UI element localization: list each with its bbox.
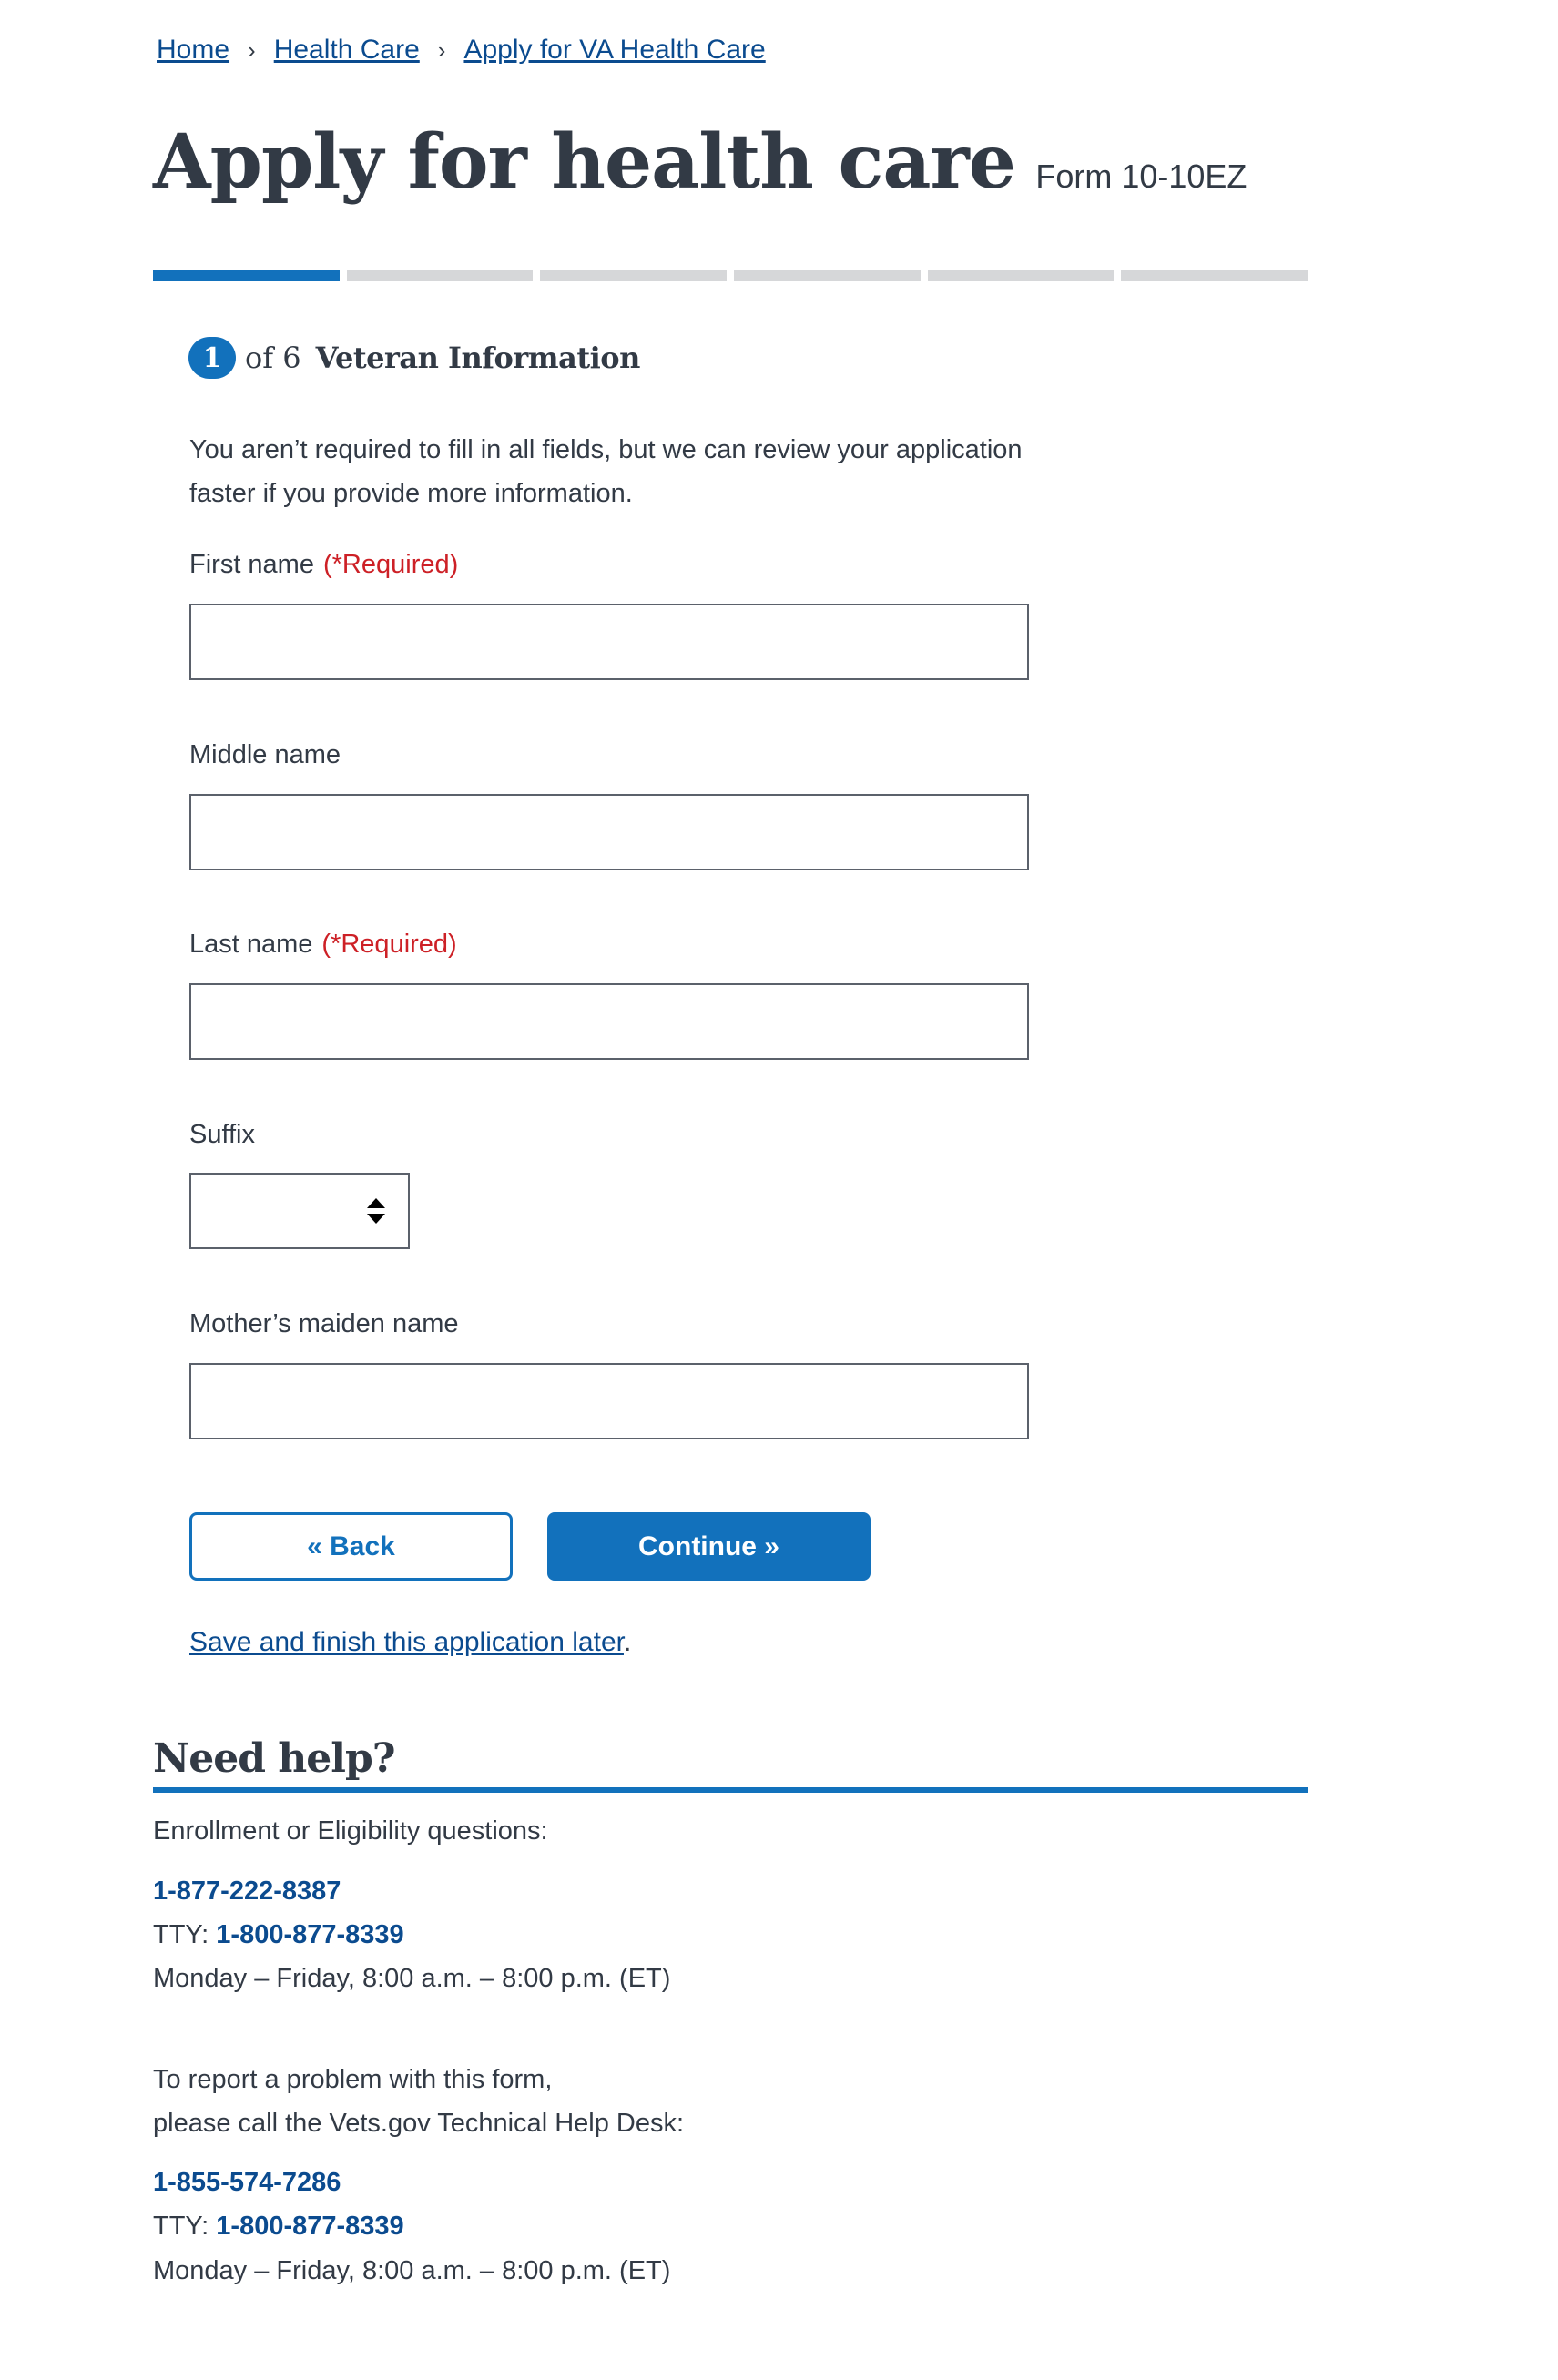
step-number-badge: 1 bbox=[188, 337, 236, 379]
label-text: Suffix bbox=[189, 1120, 256, 1149]
progress-segment-1 bbox=[153, 270, 340, 281]
select-arrows-icon bbox=[366, 1196, 386, 1226]
breadcrumb-health-care-link[interactable]: Health Care bbox=[273, 35, 420, 65]
last-name-input[interactable] bbox=[189, 983, 1029, 1060]
label-text: Mother’s maiden name bbox=[189, 1309, 459, 1338]
mothers-maiden-name-input[interactable] bbox=[189, 1363, 1029, 1439]
suffix-label bbox=[189, 1120, 255, 1150]
breadcrumb-apply-link[interactable]: Apply for VA Health Care bbox=[463, 35, 766, 65]
required-indicator: (*Required) bbox=[322, 550, 459, 579]
progress-segment-5 bbox=[928, 270, 1115, 281]
middle-name-input[interactable] bbox=[189, 794, 1029, 870]
step-count: of 6 bbox=[245, 341, 301, 375]
breadcrumb-separator-icon: › bbox=[248, 36, 256, 64]
label-text: Middle name bbox=[189, 740, 341, 769]
mothers-maiden-name-label bbox=[189, 1309, 459, 1339]
technical-hours: Monday – Friday, 8:00 a.m. – 8:00 p.m. (ET) bbox=[153, 2256, 671, 2285]
tty-label: TTY: bbox=[153, 1920, 217, 1949]
page-header bbox=[153, 118, 1247, 206]
technical-tty-row bbox=[153, 2212, 404, 2242]
intro-line: You aren’t required to fill in all fields, but we can review your application bbox=[189, 435, 1023, 464]
progress-segment-4 bbox=[734, 270, 921, 281]
step-title: Veteran Information bbox=[315, 341, 640, 375]
first-name-label bbox=[189, 550, 458, 580]
enrollment-phone-row bbox=[153, 1877, 341, 1907]
middle-name-label bbox=[189, 740, 341, 770]
enrollment-tty-link[interactable]: 1-800-877-8339 bbox=[216, 1920, 404, 1949]
intro-line: faster if you provide more information. bbox=[189, 479, 633, 508]
last-name-label bbox=[189, 930, 457, 960]
page-title: Apply for health care bbox=[153, 118, 1015, 206]
intro-text bbox=[189, 428, 1100, 515]
save-later-link[interactable]: Save and finish this application later bbox=[189, 1627, 624, 1657]
progress-segment-2 bbox=[347, 270, 534, 281]
suffix-select[interactable] bbox=[189, 1173, 410, 1249]
technical-intro-line1: To report a problem with this form, bbox=[153, 2065, 553, 2094]
label-text: Last name bbox=[189, 930, 313, 959]
tty-label: TTY: bbox=[153, 2212, 217, 2241]
form-number: Form 10-10EZ bbox=[1035, 158, 1247, 195]
technical-phone-row bbox=[153, 2168, 341, 2198]
enrollment-hours: Monday – Friday, 8:00 a.m. – 8:00 p.m. (ET) bbox=[153, 1964, 671, 1993]
save-later bbox=[189, 1627, 631, 1658]
progress-segment-6 bbox=[1121, 270, 1308, 281]
first-name-input[interactable] bbox=[189, 604, 1029, 680]
need-help-divider bbox=[153, 1787, 1308, 1793]
enrollment-tty-row bbox=[153, 1920, 404, 1950]
breadcrumb bbox=[157, 35, 766, 66]
technical-intro-line2: please call the Vets.gov Technical Help Desk: bbox=[153, 2109, 685, 2138]
label-text: First name bbox=[189, 550, 314, 579]
progress-bar bbox=[153, 270, 1308, 281]
enrollment-phone-link[interactable]: 1-877-222-8387 bbox=[153, 1877, 341, 1906]
enrollment-intro: Enrollment or Eligibility questions: bbox=[153, 1816, 548, 1846]
breadcrumb-home-link[interactable]: Home bbox=[157, 35, 230, 65]
progress-segment-3 bbox=[540, 270, 727, 281]
period: . bbox=[623, 1627, 632, 1657]
need-help-heading: Need help? bbox=[153, 1735, 395, 1782]
required-indicator: (*Required) bbox=[321, 930, 457, 959]
back-button[interactable]: « Back bbox=[189, 1512, 513, 1581]
breadcrumb-separator-icon: › bbox=[437, 36, 446, 64]
continue-button[interactable]: Continue » bbox=[547, 1512, 871, 1581]
technical-tty-link[interactable]: 1-800-877-8339 bbox=[216, 2212, 404, 2241]
technical-phone-link[interactable]: 1-855-574-7286 bbox=[153, 2168, 341, 2197]
step-header bbox=[188, 337, 640, 379]
